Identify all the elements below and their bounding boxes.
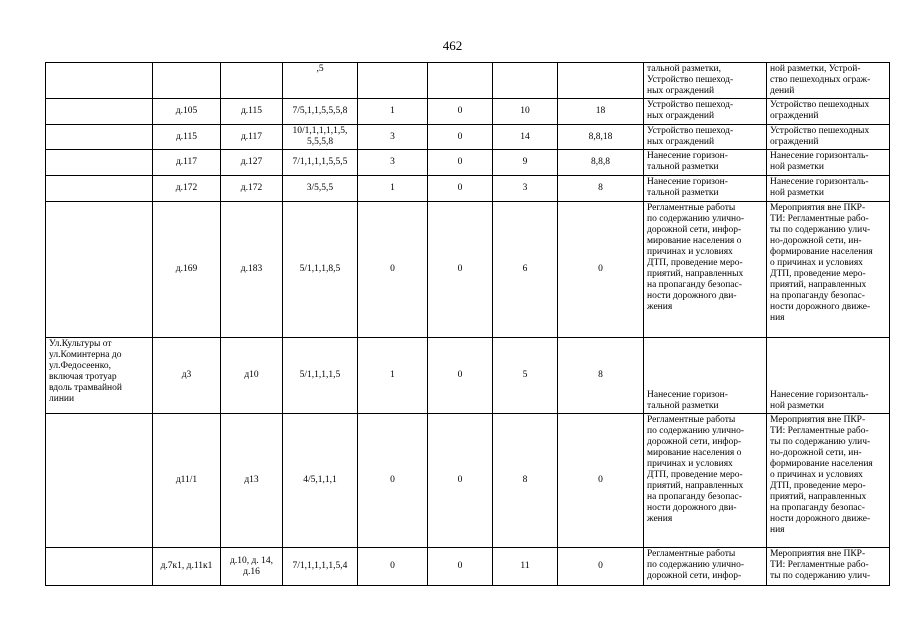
program-cell-line: ство пешеходных ограж-	[770, 75, 871, 85]
count-1-cell	[358, 63, 428, 99]
program-cell-line: Устройство пешеходных	[770, 126, 870, 136]
action-cell-line: по содержанию улично-	[647, 214, 745, 224]
count-2-cell: 0	[428, 125, 493, 150]
program-cell-line: о причинах и условиях	[770, 470, 863, 480]
street-cell	[46, 202, 153, 338]
program-cell-line: формирование населения	[770, 459, 873, 469]
count-3-cell: 8	[493, 414, 558, 548]
program-cell-line: но-дорожной сети, ин-	[770, 236, 862, 246]
program-cell-line: ной разметки	[770, 162, 824, 172]
program-cell-line: Нанесение горизонталь-	[770, 177, 869, 187]
action-cell	[644, 548, 767, 586]
program-cell-line: ДТП, проведение меро-	[770, 269, 866, 279]
action-cell-line: тальной разметки	[647, 162, 719, 172]
street-cell	[46, 176, 153, 202]
street-cell	[46, 125, 153, 150]
count-2-cell: 0	[428, 176, 493, 202]
program-cell-line: приятий, направленных	[770, 492, 867, 502]
program-cell-line: ния	[770, 313, 785, 323]
street-cell	[46, 150, 153, 176]
program-cell-line: ДТП, проведение меро-	[770, 481, 866, 491]
street-cell-line: вдоль трамвайной	[49, 383, 122, 393]
table-row	[46, 125, 890, 150]
to-building-cell	[221, 63, 283, 99]
count-1-cell: 0	[358, 414, 428, 548]
action-cell-line: Устройство пешеход-	[647, 126, 734, 136]
action-cell-line: жения	[647, 514, 673, 524]
count-1-cell: 3	[358, 150, 428, 176]
count-3-cell: 5	[493, 338, 558, 414]
street-cell	[46, 338, 153, 414]
program-cell-line: Нанесение горизонталь-	[770, 151, 869, 161]
action-cell-line: ных ограждений	[647, 86, 715, 96]
count-1-cell: 1	[358, 99, 428, 125]
from-building-cell: д11/1	[153, 414, 221, 548]
street-cell-line: включая тротуар	[49, 372, 117, 382]
table-row	[46, 63, 890, 99]
table-row	[46, 176, 890, 202]
program-cell-line: ной разметки, Устрой-	[770, 64, 861, 74]
action-cell	[644, 125, 767, 150]
road-safety-table	[45, 62, 890, 586]
to-building-cell: д10	[221, 338, 283, 414]
action-cell-line: дорожной сети, инфор-	[647, 437, 742, 447]
table-row	[46, 548, 890, 586]
action-cell-line: ДТП, проведение меро-	[647, 470, 743, 480]
from-building-cell: д.169	[153, 202, 221, 338]
program-cell-line: ТИ: Регламентные рабо-	[770, 560, 869, 570]
program-cell-line: на пропаганду безопас-	[770, 503, 865, 513]
parameters-cell: 5/1,1,1,8,5	[283, 202, 358, 338]
count-1-cell: 1	[358, 176, 428, 202]
count-2-cell: 0	[428, 338, 493, 414]
parameters-cell: 4/5,1,1,1	[283, 414, 358, 548]
action-cell	[644, 63, 767, 99]
program-cell-line: Нанесение горизонталь-	[770, 390, 869, 400]
table-body	[46, 63, 890, 586]
from-building-cell: д.115	[153, 125, 221, 150]
action-cell-line: Нанесение горизон-	[647, 390, 728, 400]
program-cell-line: Устройство пешеходных	[770, 100, 870, 110]
to-building-cell: д13	[221, 414, 283, 548]
action-cell-line: ности дорожного дви-	[647, 503, 737, 513]
action-cell	[644, 176, 767, 202]
program-cell-line: ты по содержанию улич-	[770, 225, 871, 235]
action-cell	[644, 414, 767, 548]
from-building-cell: д3	[153, 338, 221, 414]
parameters-cell: 7/1,1,1,1,5,5,5	[283, 150, 358, 176]
program-cell-line: Мероприятия вне ПКР-	[770, 203, 866, 213]
parameters-cell: 7/5,1,1,5,5,5,8	[283, 99, 358, 125]
action-cell-line: по содержанию улично-	[647, 560, 745, 570]
program-cell-line: ной разметки	[770, 188, 824, 198]
to-building-cell: д.10, д. 14, д.16	[221, 548, 283, 586]
table-row	[46, 150, 890, 176]
program-cell	[767, 176, 890, 202]
parameters-cell: 3/5,5,5	[283, 176, 358, 202]
action-cell-line: Нанесение горизон-	[647, 151, 728, 161]
count-4-cell	[558, 63, 644, 99]
action-cell-line: причинах и условиях	[647, 247, 733, 257]
program-cell-line: ности дорожного движе-	[770, 302, 871, 312]
program-cell	[767, 99, 890, 125]
count-4-cell: 0	[558, 548, 644, 586]
action-cell	[644, 150, 767, 176]
action-cell-line: причинах и условиях	[647, 459, 733, 469]
program-cell-line: ности дорожного движе-	[770, 514, 871, 524]
count-2-cell	[428, 63, 493, 99]
street-cell-line: Ул.Культуры от	[49, 339, 112, 349]
count-3-cell	[493, 63, 558, 99]
street-cell	[46, 548, 153, 586]
street-cell-line: ул.Коминтерна до	[49, 350, 122, 360]
action-cell-line: тальной разметки	[647, 188, 719, 198]
program-cell-line: о причинах и условиях	[770, 258, 863, 268]
count-4-cell: 8,8,8	[558, 150, 644, 176]
action-cell-line: тальной разметки,	[647, 64, 721, 74]
program-cell-line: ты по содержанию улич-	[770, 571, 871, 581]
count-2-cell: 0	[428, 414, 493, 548]
count-3-cell: 9	[493, 150, 558, 176]
action-cell	[644, 338, 767, 414]
to-building-cell: д.127	[221, 150, 283, 176]
program-cell-line: дений	[770, 86, 795, 96]
parameters-cell: 10/1,1,1,1,1,5, 5,5,5,8	[283, 125, 358, 150]
from-building-cell: д.7к1, д.11к1	[153, 548, 221, 586]
from-building-cell	[153, 63, 221, 99]
street-cell	[46, 99, 153, 125]
count-1-cell: 0	[358, 202, 428, 338]
action-cell-line: на пропаганду безопас-	[647, 280, 742, 290]
action-cell-line: тальной разметки	[647, 401, 719, 411]
to-building-cell: д.183	[221, 202, 283, 338]
count-3-cell: 10	[493, 99, 558, 125]
count-4-cell: 8	[558, 338, 644, 414]
action-cell-line: жения	[647, 302, 673, 312]
program-cell-line: ния	[770, 525, 785, 535]
program-cell-line: ТИ: Регламентные рабо-	[770, 214, 869, 224]
program-cell-line: но-дорожной сети, ин-	[770, 448, 862, 458]
program-cell-line: ты по содержанию улич-	[770, 437, 871, 447]
count-4-cell: 8	[558, 176, 644, 202]
action-cell-line: Нанесение горизон-	[647, 177, 728, 187]
count-1-cell: 1	[358, 338, 428, 414]
action-cell-line: дорожной сети, инфор-	[647, 225, 742, 235]
count-3-cell: 6	[493, 202, 558, 338]
program-cell-line: Мероприятия вне ПКР-	[770, 549, 866, 559]
count-2-cell: 0	[428, 548, 493, 586]
program-cell-line: ТИ: Регламентные рабо-	[770, 426, 869, 436]
count-4-cell: 8,8,18	[558, 125, 644, 150]
action-cell-line: ных ограждений	[647, 111, 715, 121]
page-number: 462	[442, 38, 463, 53]
count-3-cell: 14	[493, 125, 558, 150]
count-1-cell: 3	[358, 125, 428, 150]
action-cell-line: приятий, направленных	[647, 269, 744, 279]
from-building-cell: д.172	[153, 176, 221, 202]
count-4-cell: 0	[558, 414, 644, 548]
program-cell	[767, 338, 890, 414]
from-building-cell: д.117	[153, 150, 221, 176]
program-cell	[767, 125, 890, 150]
action-cell-line: Регламентные работы	[647, 203, 736, 213]
action-cell-line: Устройство пешеход-	[647, 75, 734, 85]
action-cell-line: приятий, направленных	[647, 481, 744, 491]
action-cell-line: по содержанию улично-	[647, 426, 745, 436]
program-cell-line: ограждений	[770, 111, 819, 121]
street-cell-line: ул.Федосеенко,	[49, 361, 111, 371]
count-4-cell: 0	[558, 202, 644, 338]
to-building-cell: д.117	[221, 125, 283, 150]
table-row	[46, 338, 890, 414]
program-cell-line: формирование населения	[770, 247, 873, 257]
program-cell	[767, 548, 890, 586]
program-cell	[767, 414, 890, 548]
to-building-cell: д.115	[221, 99, 283, 125]
action-cell-line: ДТП, проведение меро-	[647, 258, 743, 268]
parameters-cell: 7/1,1,1,1,1,5,4	[283, 548, 358, 586]
program-cell	[767, 202, 890, 338]
action-cell	[644, 202, 767, 338]
program-cell-line: Мероприятия вне ПКР-	[770, 415, 866, 425]
table-row	[46, 414, 890, 548]
count-3-cell: 3	[493, 176, 558, 202]
street-cell	[46, 63, 153, 99]
count-2-cell: 0	[428, 150, 493, 176]
action-cell	[644, 99, 767, 125]
table-row	[46, 99, 890, 125]
action-cell-line: Регламентные работы	[647, 549, 736, 559]
action-cell-line: мирование населения о	[647, 236, 742, 246]
street-cell-line: линии	[49, 394, 75, 404]
action-cell-line: Регламентные работы	[647, 415, 736, 425]
street-cell	[46, 414, 153, 548]
program-cell-line: ной разметки	[770, 401, 824, 411]
count-2-cell: 0	[428, 99, 493, 125]
from-building-cell: д.105	[153, 99, 221, 125]
action-cell-line: ных ограждений	[647, 137, 715, 147]
program-cell-line: на пропаганду безопас-	[770, 291, 865, 301]
action-cell-line: ности дорожного дви-	[647, 291, 737, 301]
parameters-cell: 5/1,1,1,1,5	[283, 338, 358, 414]
parameters-cell: ,5	[283, 63, 358, 99]
program-cell-line: ограждений	[770, 137, 819, 147]
to-building-cell: д.172	[221, 176, 283, 202]
program-cell-line: приятий, направленных	[770, 280, 867, 290]
count-4-cell: 18	[558, 99, 644, 125]
action-cell-line: на пропаганду безопас-	[647, 492, 742, 502]
program-cell	[767, 150, 890, 176]
count-2-cell: 0	[428, 202, 493, 338]
action-cell-line: дорожной сети, инфор-	[647, 571, 742, 581]
program-cell	[767, 63, 890, 99]
table-row	[46, 202, 890, 338]
count-3-cell: 11	[493, 548, 558, 586]
action-cell-line: мирование населения о	[647, 448, 742, 458]
count-1-cell: 0	[358, 548, 428, 586]
action-cell-line: Устройство пешеход-	[647, 100, 734, 110]
